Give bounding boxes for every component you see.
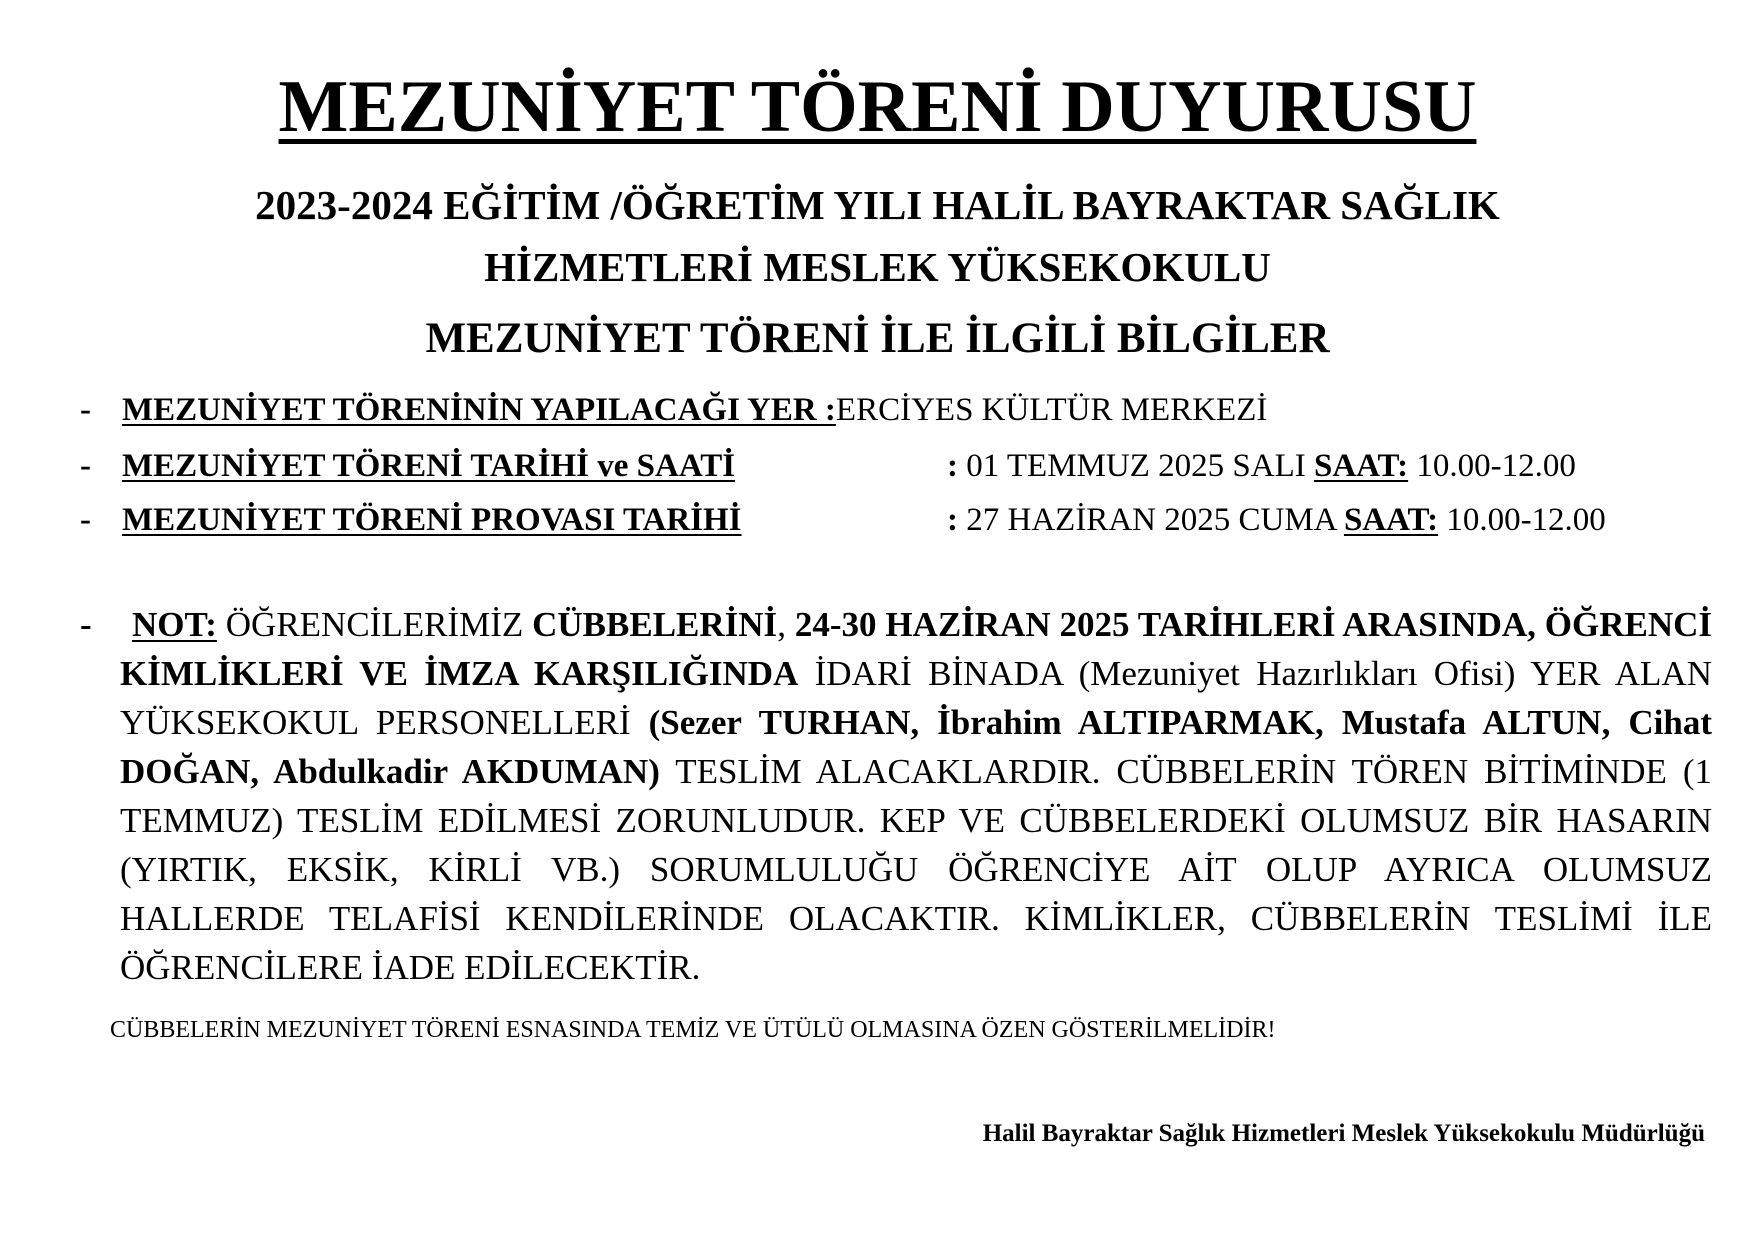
info-row-location xyxy=(80,388,1720,432)
subtitle-line-2: HİZMETLERİ MESLEK YÜKSEKOKULU xyxy=(484,244,1271,290)
section-heading: MEZUNİYET TÖRENİ İLE İLGİLİ BİLGİLER xyxy=(425,315,1330,362)
bullet-dash: - xyxy=(80,605,92,644)
rehearsal-label-block xyxy=(122,498,958,542)
date-label-block xyxy=(122,444,958,488)
rehearsal-colon: : xyxy=(947,502,958,538)
note-text-7: TESLİM ALACAKLARDIR. CÜBBELERİN TÖREN BİTİMİNDE (1 TEMMUZ) TESLİM EDİLMESİ ZORUNLUDUR. KEP VE CÜBBELERDEKİ OLUMSUZ BİR HASARIN (YIRTIK, EKSİK, KİRLİ VB.) SORUMLULUĞU ÖĞRENCİYE AİT OLUP AYRICA OLUMSUZ HALLERDE TELAFİSİ KENDİLERİNDE OLACAKTIR. KİMLİKLER, CÜBBELERİN TESLİMİ İLE ÖĞRENCİLERE İADE EDİLECEKTİR. xyxy=(120,752,1712,987)
date-colon: : xyxy=(947,448,958,484)
note-block xyxy=(80,600,1712,992)
note-text-5: İDARİ BİNADA (Mezuniyet Hazırlıkları Ofisi) YER ALAN YÜKSEKOKUL PERSONELLERİ xyxy=(120,654,1712,742)
signature: Halil Bayraktar Sağlık Hizmetleri Meslek Yüksekokulu Müdürlüğü xyxy=(982,1120,1705,1147)
note-text-3: , xyxy=(777,605,795,644)
location-value: ERCİYES KÜLTÜR MERKEZİ xyxy=(835,392,1268,428)
care-notice: CÜBBELERİN MEZUNİYET TÖRENİ ESNASINDA TEMİZ VE ÜTÜLÜ OLMASINA ÖZEN GÖSTERİLMELİDİR! xyxy=(110,1017,1276,1043)
page-title-text: MEZUNİYET TÖRENİ DUYURUSU xyxy=(278,66,1477,148)
rehearsal-value: 27 HAZİRAN 2025 CUMA xyxy=(958,502,1344,538)
bullet-dash: - xyxy=(80,502,91,538)
info-row-rehearsal xyxy=(80,498,1720,542)
date-label: MEZUNİYET TÖRENİ TARİHİ ve SAATİ xyxy=(122,448,736,484)
date-value: 01 TEMMUZ 2025 SALI xyxy=(958,448,1314,484)
rehearsal-label: MEZUNİYET TÖRENİ PROVASI TARİHİ xyxy=(122,502,742,538)
date-time-label: SAAT: xyxy=(1313,448,1409,484)
location-label: MEZUNİYET TÖRENİNİN YAPILACAĞI YER : xyxy=(122,392,836,428)
note-label: NOT: xyxy=(132,605,217,644)
subtitle-line-1: 2023-2024 EĞİTİM /ÖĞRETİM YILI HALİL BAYRAKTAR SAĞLIK xyxy=(255,182,1500,228)
rehearsal-time-value: 10.00-12.00 xyxy=(1438,502,1606,538)
note-text-2: CÜBBELERİNİ xyxy=(532,605,778,644)
note-paragraph xyxy=(120,600,1712,992)
bullet-dash: - xyxy=(80,448,91,484)
note-text-6: (Sezer TURHAN, İbrahim ALTIPARMAK, Mustafa ALTUN, Cihat DOĞAN, Abdulkadir AKDUMAN) xyxy=(120,703,1712,791)
note-text-1: ÖĞRENCİLERİMİZ xyxy=(216,605,533,644)
rehearsal-time-label: SAAT: xyxy=(1343,502,1439,538)
info-row-date xyxy=(80,444,1720,488)
note-text-4: 24-30 HAZİRAN 2025 TARİHLERİ ARASINDA, ÖĞRENCİ KİMLİKLERİ VE İMZA KARŞILIĞINDA xyxy=(120,605,1712,693)
page-title xyxy=(0,62,1755,152)
bullet-dash: - xyxy=(80,392,91,428)
date-time-value: 10.00-12.00 xyxy=(1408,448,1576,484)
